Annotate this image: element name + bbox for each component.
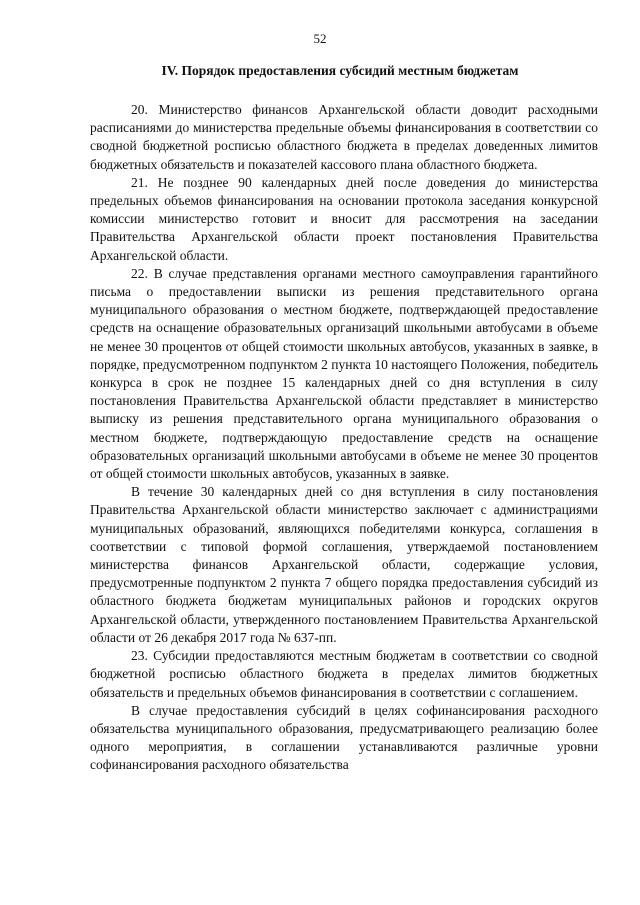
document-body <box>90 101 598 775</box>
paragraph-20: 20. Министерство финансов Архангельской области доводит расходными расписаниями до министерства предельные объемы финансирования в соответствии со сводной бюджетной росписью областного бюджета в пределах доведенных лимитов бюджетных обязательств и показателей кассового плана областного бюджета. <box>90 102 598 172</box>
section-title: IV. Порядок предоставления субсидий местным бюджетам <box>161 63 519 78</box>
paragraph-21: 21. Не позднее 90 календарных дней после доведения до министерства предельных объемов финансирования на основании протокола заседания конкурсной комиссии министерство готовит и вносит для рассмотрения на заседании Правительства Архангельской области проект постановления Правительства Архангельской области. <box>90 174 598 263</box>
paragraph-23: 23. Субсидии предоставляются местным бюджетам в соответствии со сводной бюджетной росписью областного бюджета в пределах лимитов бюджетных обязательств и предельных объемов финансирования в соответствии с соглашением. <box>90 648 598 700</box>
paragraph-22: 22. В случае представления органами местного самоуправления гарантийного письма о предоставлении выписки из решения представительного органа муниципального образования о местном бюджете, подтверждающей предоставление средств на оснащение образовательных организаций школьными автобусами в объеме не менее 30 процентов от общей стоимости школьных автобусов, указанных в заявке, в порядке, предусмотренном подпунктом 2 пункта 10 настоящего Положения, победитель конкурса в срок не позднее 15 календарных дней со дня вступления в силу постановления Правительства Архангельской области представляет в министерство выписку из решения представительного органа муниципального образования о местном бюджете, подтверждающую предоставление средств на оснащение образовательных организаций школьными автобусами в объеме не менее 30 процентов от общей стоимости школьных автобусов, указанных в заявке. <box>90 265 598 482</box>
page-number: 52 <box>313 31 327 46</box>
paragraph-22-continued: В течение 30 календарных дней со дня вступления в силу постановления Правительства Архангельской области министерство заключает с администрациями муниципальных образований, являющихся победителями конкурса, соглашения в соответствии с типовой формой соглашения, утверждаемой постановлением министерства финансов Архангельской области, содержащие условия, предусмотренные подпунктом 2 пункта 7 общего порядка предоставления субсидий из областного бюджета бюджетам муниципальных районов и городских округов Архангельской области, утвержденного постановлением Правительства Архангельской области от 26 декабря 2017 года № 637-пп. <box>90 484 598 645</box>
paragraph-23-continued: В случае предоставления субсидий в целях софинансирования расходного обязательства муниципального образования, предусматривающего реализацию более одного мероприятия, в соглашении устанавливаются различные уровни софинансирования расходного обязательства <box>90 702 598 773</box>
